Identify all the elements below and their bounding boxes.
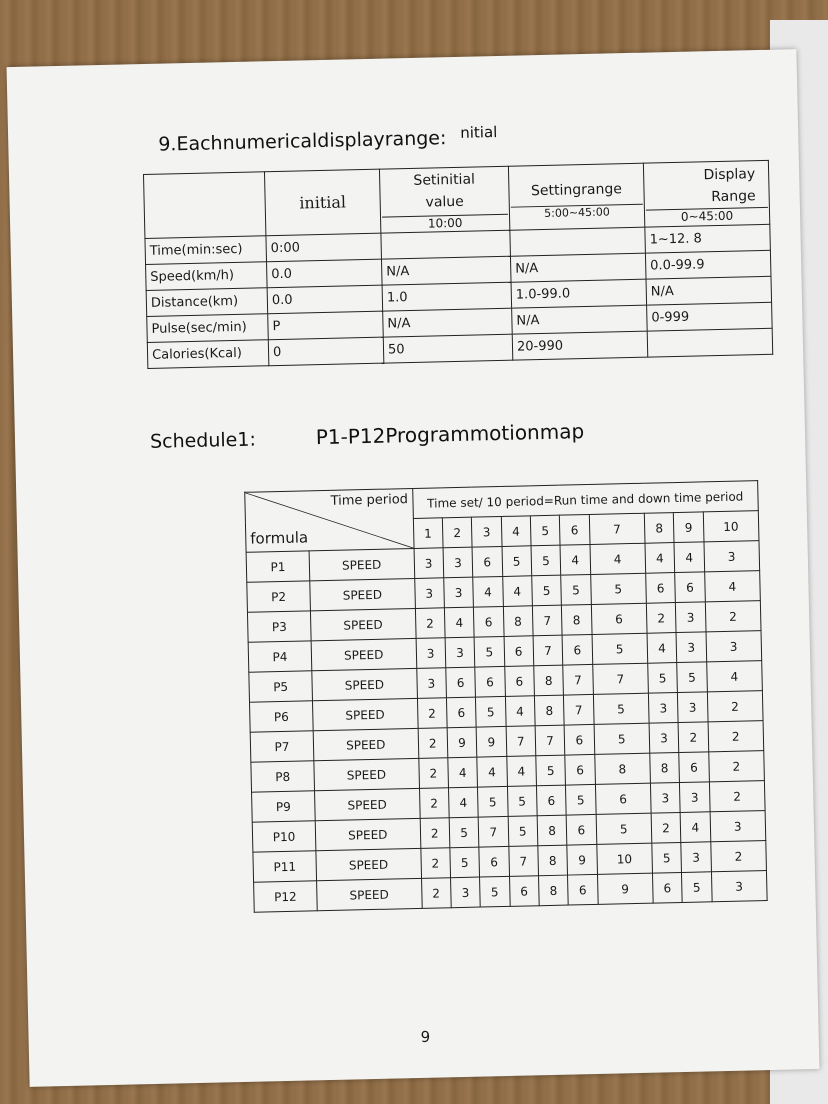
speed-value: 7 (564, 694, 594, 725)
speed-value: 5 (593, 693, 649, 724)
speed-value: 2 (421, 878, 451, 909)
speed-value: 9 (597, 873, 653, 904)
speed-value: 3 (710, 811, 766, 842)
speed-value: 6 (509, 876, 539, 907)
speed-value: 3 (444, 577, 474, 608)
program-mode: SPEED (312, 668, 417, 700)
period-number: 1 (413, 518, 443, 549)
range-setting: 1.0-99.0 (511, 279, 647, 308)
range-initial: 0.0 (267, 259, 383, 288)
program-mode: SPEED (315, 788, 420, 820)
speed-value: 8 (538, 845, 568, 876)
range-setinitial: N/A (383, 308, 513, 337)
speed-value: 3 (414, 578, 444, 609)
speed-value: 6 (595, 783, 651, 814)
speed-value: 9 (567, 844, 597, 875)
period-number: 2 (442, 517, 472, 548)
speed-value: 3 (706, 631, 762, 662)
speed-value: 5 (561, 574, 591, 605)
program-mode: SPEED (310, 608, 415, 640)
speed-value: 6 (472, 546, 502, 577)
speed-value: 8 (594, 753, 650, 784)
speed-value: 3 (416, 638, 446, 669)
speed-value: 5 (590, 573, 646, 604)
period-number: 8 (644, 513, 674, 544)
speed-value: 4 (444, 607, 474, 638)
speed-value: 5 (648, 663, 678, 694)
speed-value: 6 (479, 846, 509, 877)
speed-value: 6 (566, 814, 596, 845)
speed-value: 4 (647, 633, 677, 664)
speed-value: 6 (568, 874, 598, 905)
range-label: Speed(km/h) (146, 262, 268, 291)
program-id: P8 (251, 761, 315, 792)
speed-value: 7 (506, 726, 536, 757)
program-id: P10 (252, 821, 316, 852)
speed-value: 2 (419, 788, 449, 819)
program-mode: SPEED (313, 728, 418, 760)
speed-value: 7 (533, 635, 563, 666)
speed-value: 2 (708, 751, 764, 782)
speed-value: 5 (594, 723, 650, 754)
speed-value: 7 (563, 664, 593, 695)
speed-value: 5 (531, 545, 561, 576)
program-id: P12 (254, 881, 318, 912)
range-initial: 0.0 (267, 285, 383, 314)
range-initial: P (268, 311, 384, 340)
range-display: 1~12. 8 (645, 224, 771, 253)
speed-value: 2 (651, 812, 681, 843)
speed-value: 10 (596, 843, 652, 874)
range-setinitial: 50 (383, 334, 513, 363)
range-label: Distance(km) (146, 288, 268, 317)
speed-value: 6 (504, 666, 534, 697)
speed-value: 3 (450, 877, 480, 908)
range-header-initial: initial (264, 169, 380, 236)
speed-value: 3 (445, 637, 475, 668)
program-rows (246, 541, 767, 913)
speed-value: 3 (711, 871, 767, 902)
program-motion-table (244, 480, 767, 913)
speed-value: 6 (475, 666, 505, 697)
range-header-display-sub: 0~45:00 (646, 207, 768, 225)
range-header-display-label: Display Range (703, 166, 756, 206)
speed-value: 2 (415, 608, 445, 639)
speed-value: 9 (447, 727, 477, 758)
speed-value: 6 (474, 606, 504, 637)
speed-value: 7 (592, 663, 648, 694)
speed-value: 5 (502, 546, 532, 577)
speed-value: 5 (480, 876, 510, 907)
speed-value: 4 (680, 812, 710, 843)
program-corner-cell (245, 488, 414, 552)
range-header-settingrange-sub: 5:00~45:00 (511, 203, 643, 220)
speed-value: 7 (532, 605, 562, 636)
speed-value: 6 (675, 572, 705, 603)
range-initial: 0:00 (266, 233, 382, 262)
speed-value: 8 (650, 753, 680, 784)
speed-value: 5 (592, 633, 648, 664)
range-setting: 20-990 (512, 331, 648, 360)
speed-value: 2 (678, 722, 708, 753)
speed-value: 8 (534, 665, 564, 696)
section-title: 9.Eachnumericaldisplayrange: (158, 127, 447, 156)
speed-value: 5 (478, 786, 508, 817)
range-label: Time(min:sec) (145, 236, 267, 265)
speed-value: 7 (478, 816, 508, 847)
speed-value: 7 (508, 846, 538, 877)
range-setting: N/A (510, 253, 646, 282)
speed-value: 4 (473, 576, 503, 607)
range-setinitial: 1.0 (382, 282, 512, 311)
speed-value: 5 (566, 784, 596, 815)
speed-value: 4 (560, 544, 590, 575)
speed-value: 3 (650, 783, 680, 814)
schedule-title: P1-P12Programmotionmap (315, 419, 585, 450)
page-number: 9 (420, 1027, 431, 1046)
speed-value: 8 (562, 604, 592, 635)
speed-value: 2 (710, 841, 766, 872)
speed-value: 3 (649, 723, 679, 754)
range-setting: N/A (512, 305, 648, 334)
period-span-header: Time set/ 10 period=Run time and down time period (412, 481, 758, 519)
speed-value: 6 (446, 667, 476, 698)
speed-value: 4 (477, 756, 507, 787)
program-id: P2 (247, 581, 311, 612)
speed-value: 4 (448, 787, 478, 818)
speed-value: 2 (705, 601, 761, 632)
range-display (647, 328, 773, 357)
range-header-settingrange-label: Settingrange (530, 180, 623, 199)
speed-value: 3 (648, 693, 678, 724)
speed-value: 3 (676, 632, 706, 663)
speed-value: 6 (564, 724, 594, 755)
schedule-heading (150, 419, 585, 453)
speed-value: 5 (677, 662, 707, 693)
speed-value: 4 (704, 571, 760, 602)
speed-value: 5 (682, 872, 712, 903)
speed-value: 5 (652, 842, 682, 873)
period-number: 7 (589, 513, 645, 544)
speed-value: 3 (416, 668, 446, 699)
range-setting (510, 227, 646, 256)
range-header-settingrange (508, 163, 644, 230)
program-mode: SPEED (315, 818, 420, 850)
program-id: P5 (249, 671, 313, 702)
speed-value: 5 (596, 813, 652, 844)
period-number: 5 (530, 515, 560, 546)
speed-value: 3 (704, 541, 760, 572)
speed-value: 2 (418, 728, 448, 759)
speed-value: 4 (706, 661, 762, 692)
speed-value: 2 (707, 691, 763, 722)
range-header-display (643, 160, 769, 227)
speed-value: 2 (708, 721, 764, 752)
program-id: P4 (248, 641, 312, 672)
speed-value: 2 (420, 818, 450, 849)
speed-value: 2 (417, 698, 447, 729)
program-mode: SPEED (314, 758, 419, 790)
range-label: Pulse(sec/min) (147, 314, 269, 343)
speed-value: 8 (537, 815, 567, 846)
corner-top-label: Time period (330, 492, 409, 509)
speed-value: 5 (532, 575, 562, 606)
speed-value: 6 (562, 634, 592, 665)
speed-value: 6 (679, 752, 709, 783)
range-display: 0-999 (647, 302, 773, 331)
section-note: nitial (460, 122, 498, 142)
speed-value: 4 (645, 543, 675, 574)
speed-value: 4 (590, 543, 646, 574)
range-setinitial: N/A (381, 256, 511, 285)
speed-value: 6 (565, 754, 595, 785)
range-label: Calories(Kcal) (147, 340, 269, 369)
speed-value: 4 (505, 696, 535, 727)
speed-value: 8 (503, 606, 533, 637)
program-mode: SPEED (316, 848, 421, 880)
program-mode: SPEED (312, 698, 417, 730)
speed-value: 5 (449, 817, 479, 848)
section-heading (158, 122, 498, 156)
speed-value: 3 (678, 692, 708, 723)
manual-page (7, 49, 820, 1087)
speed-value: 3 (414, 548, 444, 579)
speed-value: 7 (535, 725, 565, 756)
speed-value: 8 (534, 695, 564, 726)
program-id: P7 (250, 731, 314, 762)
program-id: P9 (252, 791, 316, 822)
period-number: 4 (501, 516, 531, 547)
speed-value: 4 (502, 576, 532, 607)
speed-value: 5 (474, 636, 504, 667)
range-setinitial (381, 230, 511, 259)
speed-value: 6 (646, 573, 676, 604)
program-mode: SPEED (309, 548, 414, 580)
schedule-label: Schedule1: (149, 428, 257, 453)
program-id: P3 (247, 611, 311, 642)
speed-value: 2 (709, 781, 765, 812)
range-header-setinitial-sub: 10:00 (382, 214, 508, 232)
speed-value: 3 (676, 602, 706, 633)
speed-value: 5 (507, 786, 537, 817)
speed-value: 6 (591, 603, 647, 634)
speed-value: 5 (476, 696, 506, 727)
speed-value: 4 (506, 756, 536, 787)
speed-value: 8 (538, 875, 568, 906)
corner-bottom-label: formula (250, 528, 309, 548)
program-id: P6 (250, 701, 314, 732)
period-number: 9 (674, 512, 704, 543)
speed-value: 6 (652, 872, 682, 903)
speed-value: 4 (448, 757, 478, 788)
speed-value: 3 (443, 547, 473, 578)
speed-value: 2 (420, 848, 450, 879)
program-mode: SPEED (317, 878, 422, 910)
program-mode: SPEED (310, 578, 415, 610)
display-range-table (143, 160, 773, 369)
speed-value: 2 (418, 758, 448, 789)
period-number: 6 (560, 514, 590, 545)
range-display: N/A (646, 276, 772, 305)
range-initial: 0 (268, 337, 384, 366)
period-number: 3 (472, 516, 502, 547)
range-header-setinitial (379, 166, 509, 233)
speed-value: 5 (508, 816, 538, 847)
speed-value: 3 (680, 782, 710, 813)
speed-value: 4 (674, 542, 704, 573)
program-id: P1 (246, 551, 310, 582)
range-header-blank (144, 172, 266, 239)
speed-value: 6 (536, 785, 566, 816)
range-display: 0.0-99.9 (645, 250, 771, 279)
range-header-setinitial-label: Setinitial value (413, 171, 476, 211)
speed-value: 6 (504, 636, 534, 667)
speed-value: 2 (646, 603, 676, 634)
program-mode: SPEED (311, 638, 416, 670)
program-id: P11 (253, 851, 317, 882)
speed-value: 5 (450, 847, 480, 878)
speed-value: 9 (476, 726, 506, 757)
speed-value: 3 (681, 842, 711, 873)
speed-value: 5 (536, 755, 566, 786)
speed-value: 6 (446, 697, 476, 728)
period-number: 10 (703, 511, 759, 542)
